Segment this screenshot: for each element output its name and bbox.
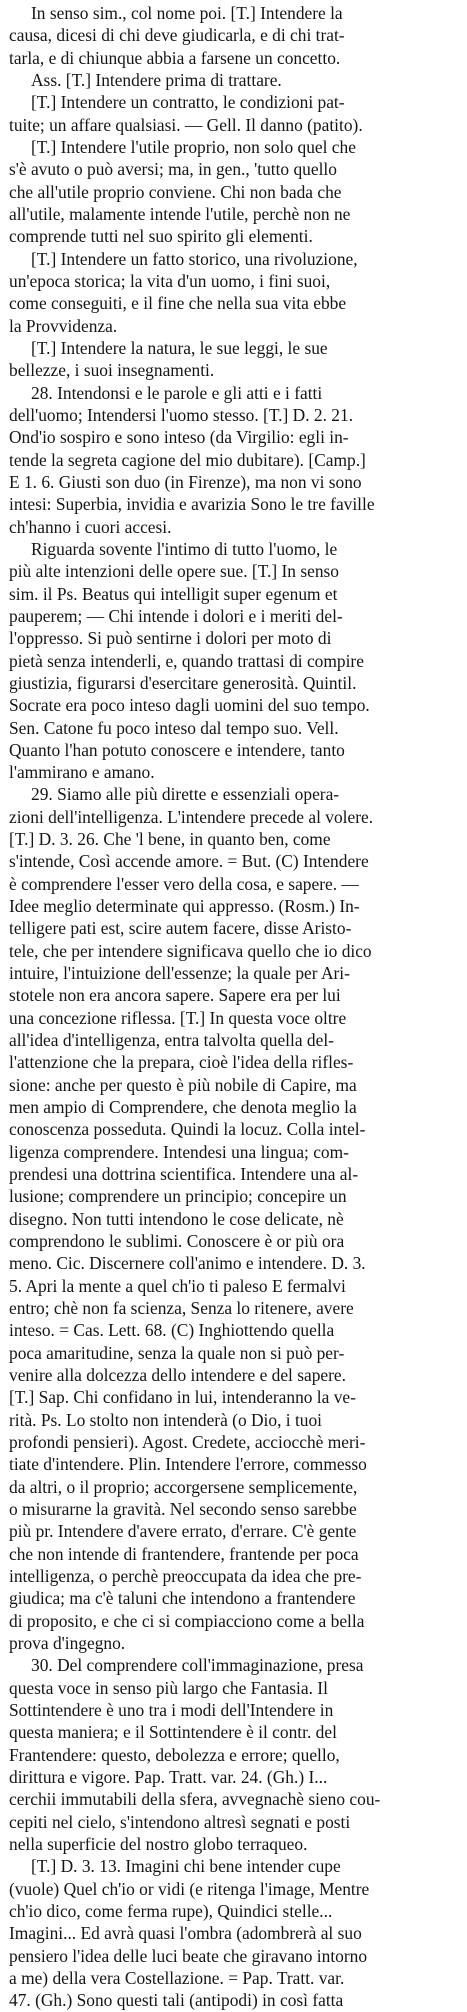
- text-line: s'intende, Così accende amore. = But. (C) Intendere: [9, 851, 369, 872]
- text-line: l'ammirano e amano.: [9, 762, 155, 783]
- text-line: nella superficie del nostro globo terraqueo.: [9, 1833, 308, 1854]
- text-line: pensiero l'idea delle luci beate che giravano intorno: [9, 1945, 368, 1966]
- text-line: Idee meglio determinate qui appresso. (Rosm.) In-: [9, 896, 360, 917]
- text-line: un'epoca storica; la vita d'un uomo, i fini suoi,: [9, 270, 331, 291]
- text-line: dirittura e vigore. Pap. Tratt. var. 24. (Gh.) I...: [9, 1766, 328, 1787]
- text-line: [T.] D. 3. 13. Imagini chi bene intender cupe: [31, 1856, 341, 1877]
- text-line: pauperem; — Chi intende i dolori e i meriti del-: [9, 605, 343, 626]
- text-line: 30. Del comprendere coll'immaginazione, presa: [31, 1655, 364, 1676]
- text-line: giudica; ma c'è taluni che intendono a frantendere: [9, 1588, 356, 1609]
- text-line: 29. Siamo alle più dirette e essenziali opera-: [31, 784, 340, 805]
- text-line: [T.] Intendere la natura, le sue leggi, le sue: [31, 337, 328, 358]
- text-line: è comprendere l'esser vero della cosa, e sapere. —: [9, 873, 359, 894]
- text-line: rità. Ps. Lo stolto non intenderà (o Dio, i tuoi: [9, 1409, 322, 1430]
- text-line: che all'utile proprio conviene. Chi non bada che: [9, 181, 342, 202]
- text-line: Imagini... Ed avrà quasi l'ombra (adombrerà al suo: [9, 1923, 362, 1944]
- text-line: bellezze, i suoi insegnamenti.: [9, 360, 215, 381]
- text-line: sione: anche per questo è più nobile di Capire, ma: [9, 1074, 357, 1095]
- text-line: comprende tutti nel suo spirito gli elementi.: [9, 226, 313, 247]
- text-line: causa, dicesi di chi deve giudicarla, e di chi trat-: [9, 25, 345, 46]
- text-line: profondi pensieri). Agost. Credete, acciocchè meri-: [9, 1432, 366, 1452]
- text-line: [T.] Sap. Chi confidano in lui, intenderanno la ve-: [9, 1387, 356, 1408]
- text-line: all'idea d'intelligenza, entra talvolta quella del-: [9, 1030, 334, 1051]
- text-line: tarla, e di chiunque abbia a farsene un concetto.: [9, 47, 341, 68]
- text-line: l'oppresso. Si può sentirne i dolori per moto di: [9, 628, 332, 649]
- text-line: meno. Cic. Discernere coll'animo e intendere. D. 3.: [9, 1253, 366, 1274]
- text-line: comprendono le sublimi. Conoscere è or più ora: [9, 1231, 345, 1252]
- text-line: ligenza comprendere. Intendesi una lingua; com-: [9, 1141, 349, 1162]
- text-line: Ond'io sospiro e sono inteso (da Virgilio: egli in-: [9, 427, 349, 448]
- text-line: zioni dell'intelligenza. L'intendere precede al volere.: [9, 806, 374, 827]
- text-line: stotele non era ancora sapere. Sapere era per lui: [9, 985, 341, 1006]
- text-line: cerchii immutabili della sfera, avvegnachè sieno cou-: [9, 1789, 381, 1810]
- text-line: [T.] Intendere l'utile proprio, non solo quel che: [31, 136, 356, 157]
- text-line: Sottintendere è uno tra i modi dell'Intendere in: [9, 1699, 334, 1720]
- text-line: disegno. Non tutti intendono le cose delicate, nè: [9, 1208, 344, 1229]
- text-line: più alte intenzioni delle opere sue. [T.] In senso: [9, 561, 339, 582]
- text-line: (vuole) Quel ch'io or vidi (e ritenga l'image, Mentre: [9, 1878, 370, 1899]
- text-line: da altri, o il proprio; accorgersene semplicemente,: [9, 1476, 358, 1497]
- text-line: tiate d'intendere. Plin. Intendere l'errore, commesso: [9, 1454, 367, 1475]
- text-line: [T.] D. 3. 26. Che 'l bene, in quanto ben, come: [9, 829, 331, 850]
- text-line: questa voce in senso più largo che Fantasia. Il: [9, 1677, 328, 1698]
- text-line: all'utile, malamente intende l'utile, perchè non ne: [9, 203, 351, 224]
- text-line: venire alla dolcezza dello intendere e del sapere.: [9, 1365, 346, 1386]
- text-line: inteso. = Cas. Lett. 68. (C) Inghiottendo quella: [9, 1320, 335, 1341]
- text-line: di proposito, e che ci si compiacciono come a bella: [9, 1610, 365, 1631]
- text-line: più pr. Intendere d'avere errato, d'errare. C'è gente: [9, 1521, 357, 1542]
- text-line: intuire, l'intuizione dell'essenze; la quale per Ari-: [9, 963, 350, 984]
- text-line: 47. (Gh.) Sono questi tali (antipodi) in così fatta: [9, 1990, 344, 2011]
- text-line: In senso sim., col nome poi. [T.] Intendere la: [31, 3, 343, 23]
- text-line: sim. il Ps. Beatus qui intelligit super egenum et: [9, 583, 338, 604]
- text-line: Ass. [T.] Intendere prima di trattare.: [31, 69, 282, 90]
- text-line: come conseguiti, e il fine che nella sua vita ebbe: [9, 293, 347, 314]
- text-line: Frantendere: questo, debolezza e errore; quello,: [9, 1744, 340, 1765]
- text-line: ch'hanno i cuori accesi.: [9, 516, 172, 537]
- text-line: ch'io dico, come ferma rupe), Quindici stelle...: [9, 1900, 333, 1921]
- text-line: tele, che per intendere significava quello che io dico: [9, 940, 372, 961]
- text-line: Quanto l'han potuto conoscere e intendere, tanto: [9, 739, 345, 760]
- text-line: [T.] Intendere un fatto storico, una rivoluzione,: [31, 248, 358, 269]
- text-line: una concezione riflessa. [T.] In questa voce oltre: [9, 1007, 347, 1028]
- text-line: entro; chè non fa scienza, Senza lo ritenere, avere: [9, 1298, 354, 1319]
- text-line: tuite; un affare qualsiasi. — Gell. Il danno (patito).: [9, 114, 363, 135]
- text-line: telligere pati est, scire autem facere, disse Aristo-: [9, 918, 352, 939]
- text-line: lusione; comprendere un principio; concepire un: [9, 1186, 347, 1207]
- text-line: [T.] Intendere un contratto, le condizioni pat-: [31, 92, 345, 113]
- text-line: Riguarda sovente l'intimo di tutto l'uomo, le: [31, 538, 338, 559]
- text-line: prendesi una dottrina scientifica. Intendere una al-: [9, 1164, 359, 1185]
- text-line: pietà senza intenderli, e, quando trattasi di compire: [9, 650, 364, 671]
- text-line: dell'uomo; Intendersi l'uomo stesso. [T.] D. 2. 21.: [9, 404, 354, 425]
- text-line: che non intende di frantendere, frantende per poca: [9, 1543, 359, 1564]
- text-line: prova d'ingegno.: [9, 1632, 126, 1653]
- text-line: 5. Apri la mente a quel ch'io ti paleso E fermalvi: [9, 1275, 346, 1296]
- text-line: Socrate era poco inteso dagli uomini del suo tempo.: [9, 695, 370, 716]
- text-line: E 1. 6. Giusti son duo (in Firenze), ma non vi sono: [9, 471, 362, 492]
- text-line: poca amaritudine, senza la quale non si può per-: [9, 1342, 345, 1363]
- text-line: l'attenzione che la prepara, cioè l'idea della rifles-: [9, 1052, 354, 1073]
- text-line: a me) della vera Costellazione. = Pap. Tratt. var.: [9, 1967, 345, 1988]
- text-line: s'è avuto o può aversi; ma, in gen., 'tutto quello: [9, 159, 337, 180]
- text-line: 28. Intendonsi e le parole e gli atti e i fatti: [31, 382, 323, 403]
- text-line: intesi: Superbia, invidia e avarizia Sono le tre faville: [9, 494, 375, 515]
- text-line: conoscenza posseduta. Quindi la locuz. Colla intel-: [9, 1119, 366, 1140]
- text-line: tende la segreta cagione del mio dubitare). [Camp.]: [9, 449, 366, 470]
- text-line: intelligenza, o perchè preoccupata da idea che pre-: [9, 1565, 362, 1586]
- text-line: la Provvidenza.: [9, 315, 118, 336]
- text-line: questa maniera; e il Sottintendere è il contr. del: [9, 1722, 337, 1743]
- text-line: cepiti nel cielo, s'intendono altresì segnati e posti: [9, 1811, 351, 1832]
- text-line: o misurarne la gravità. Nel secondo senso sarebbe: [9, 1498, 357, 1519]
- text-line: men ampio di Comprendere, che denota meglio la: [9, 1097, 357, 1118]
- text-line: Sen. Catone fu poco inteso dal tempo suo. Vell.: [9, 717, 339, 738]
- text-line: giustizia, figurarsi d'esercitare generosità. Quintil.: [9, 672, 357, 693]
